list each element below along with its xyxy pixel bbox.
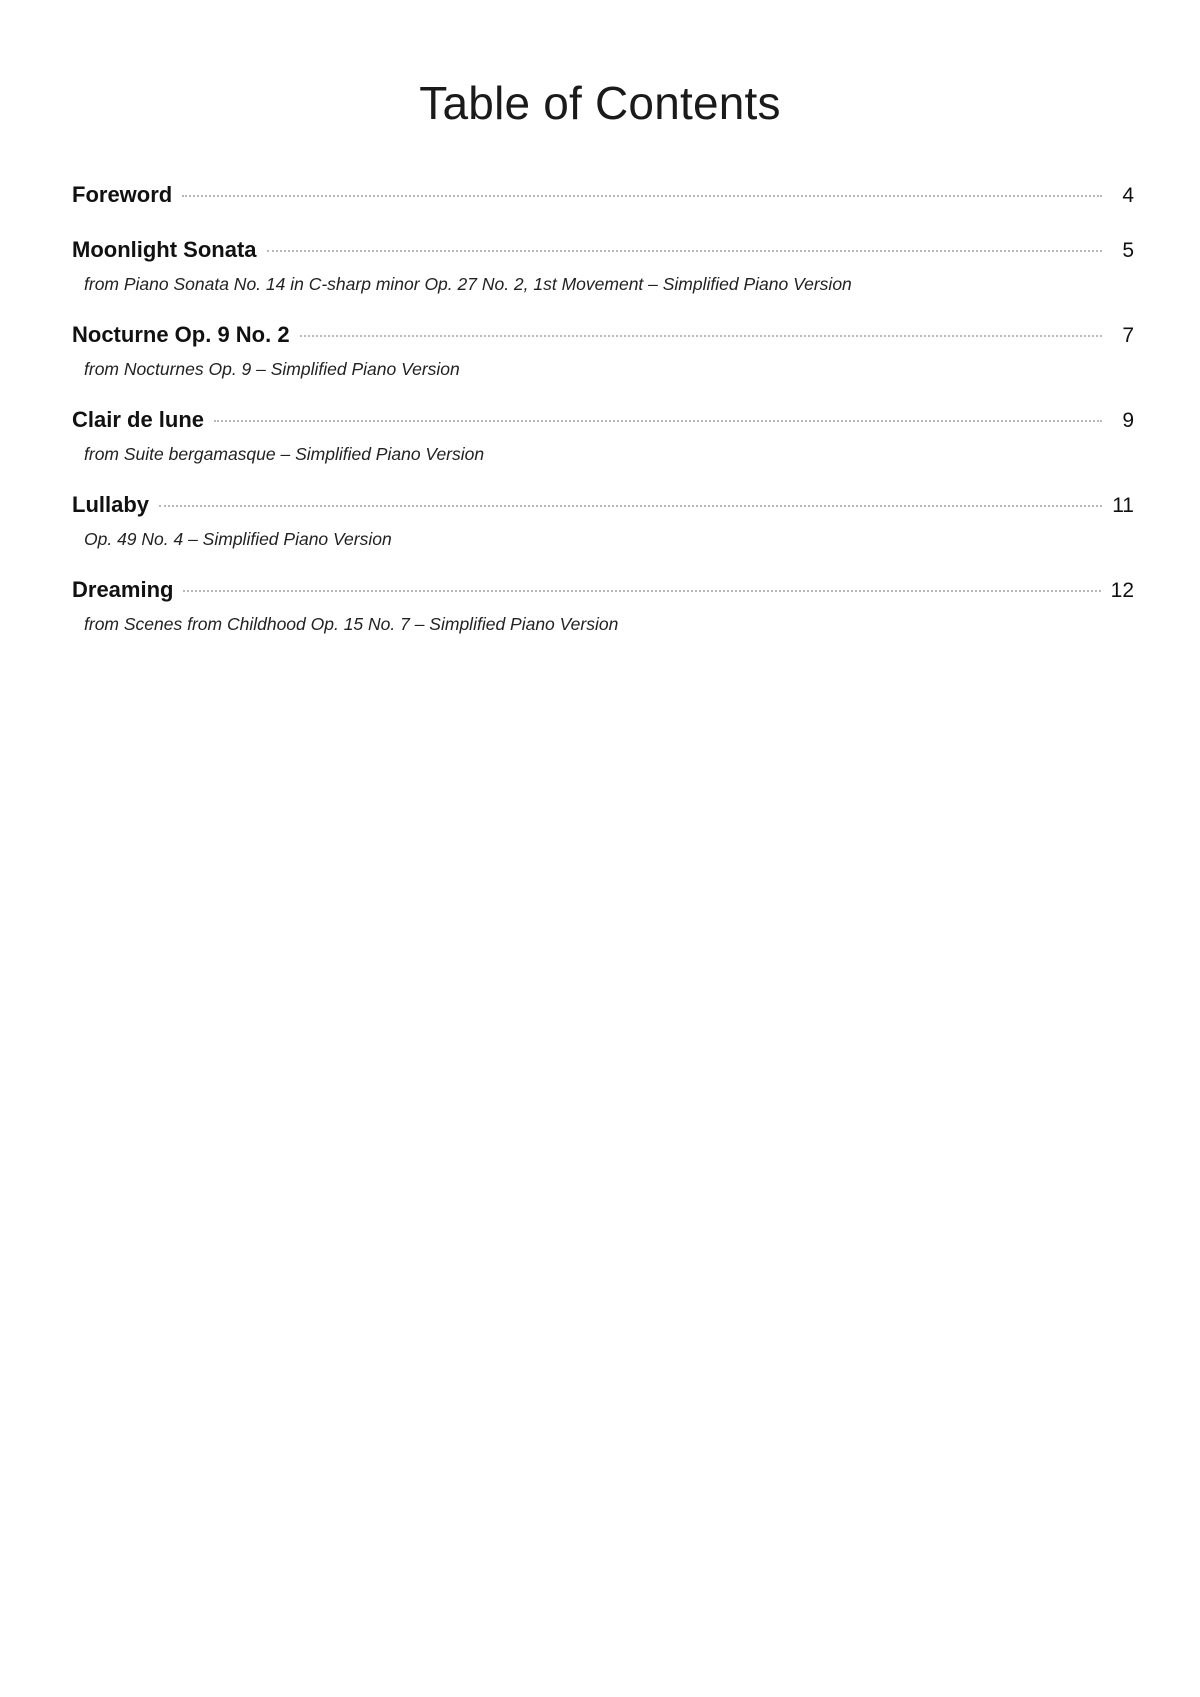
toc-entry-subtitle: Op. 49 No. 4 – Simplified Piano Version — [84, 529, 392, 549]
dot-leader — [159, 505, 1102, 507]
toc-entry-dreaming[interactable] — [72, 577, 1134, 635]
toc-entry-line[interactable] — [72, 407, 1134, 435]
toc-entry-page-number: 7 — [1122, 324, 1134, 347]
toc-entry-line[interactable] — [72, 182, 1134, 210]
page-title: Table of Contents — [419, 77, 781, 129]
toc-entry-title[interactable]: Foreword — [72, 182, 173, 207]
dot-leader — [267, 250, 1102, 252]
toc-entry-line[interactable] — [72, 322, 1134, 350]
toc-entry-line[interactable] — [72, 577, 1134, 605]
toc-entry-clair-de-lune[interactable] — [72, 407, 1134, 465]
toc-entry-nocturne[interactable] — [72, 322, 1134, 380]
toc-entry-page-number: 11 — [1112, 494, 1134, 517]
dot-leader — [214, 420, 1102, 422]
dot-leader — [300, 335, 1102, 337]
toc-entry-line[interactable] — [72, 237, 1134, 265]
toc-entry-title[interactable]: Nocturne Op. 9 No. 2 — [72, 322, 290, 347]
dot-leader — [182, 195, 1102, 197]
toc-list — [72, 182, 1134, 662]
toc-entry-title[interactable]: Clair de lune — [72, 407, 205, 432]
toc-entry-page-number: 9 — [1122, 409, 1134, 432]
toc-entry-subtitle: from Scenes from Childhood Op. 15 No. 7 – Simplified Piano Version — [84, 614, 619, 634]
toc-entry-title[interactable]: Lullaby — [72, 492, 150, 517]
toc-entry-page-number: 12 — [1110, 579, 1134, 602]
toc-entry-foreword[interactable] — [72, 182, 1134, 210]
toc-entry-page-number: 4 — [1122, 184, 1134, 207]
toc-entry-moonlight-sonata[interactable] — [72, 237, 1134, 295]
toc-entry-subtitle: from Piano Sonata No. 14 in C-sharp minor Op. 27 No. 2, 1st Movement – Simplified Piano Version — [84, 274, 852, 294]
toc-entry-page-number: 5 — [1122, 239, 1134, 262]
toc-entry-line[interactable] — [72, 492, 1134, 520]
dot-leader — [183, 590, 1100, 592]
toc-entry-title[interactable]: Dreaming — [72, 577, 174, 602]
toc-entry-subtitle: from Suite bergamasque – Simplified Piano Version — [84, 444, 485, 464]
toc-entry-subtitle: from Nocturnes Op. 9 – Simplified Piano Version — [84, 359, 460, 379]
toc-entry-title[interactable]: Moonlight Sonata — [72, 237, 257, 262]
toc-entry-lullaby[interactable] — [72, 492, 1134, 550]
